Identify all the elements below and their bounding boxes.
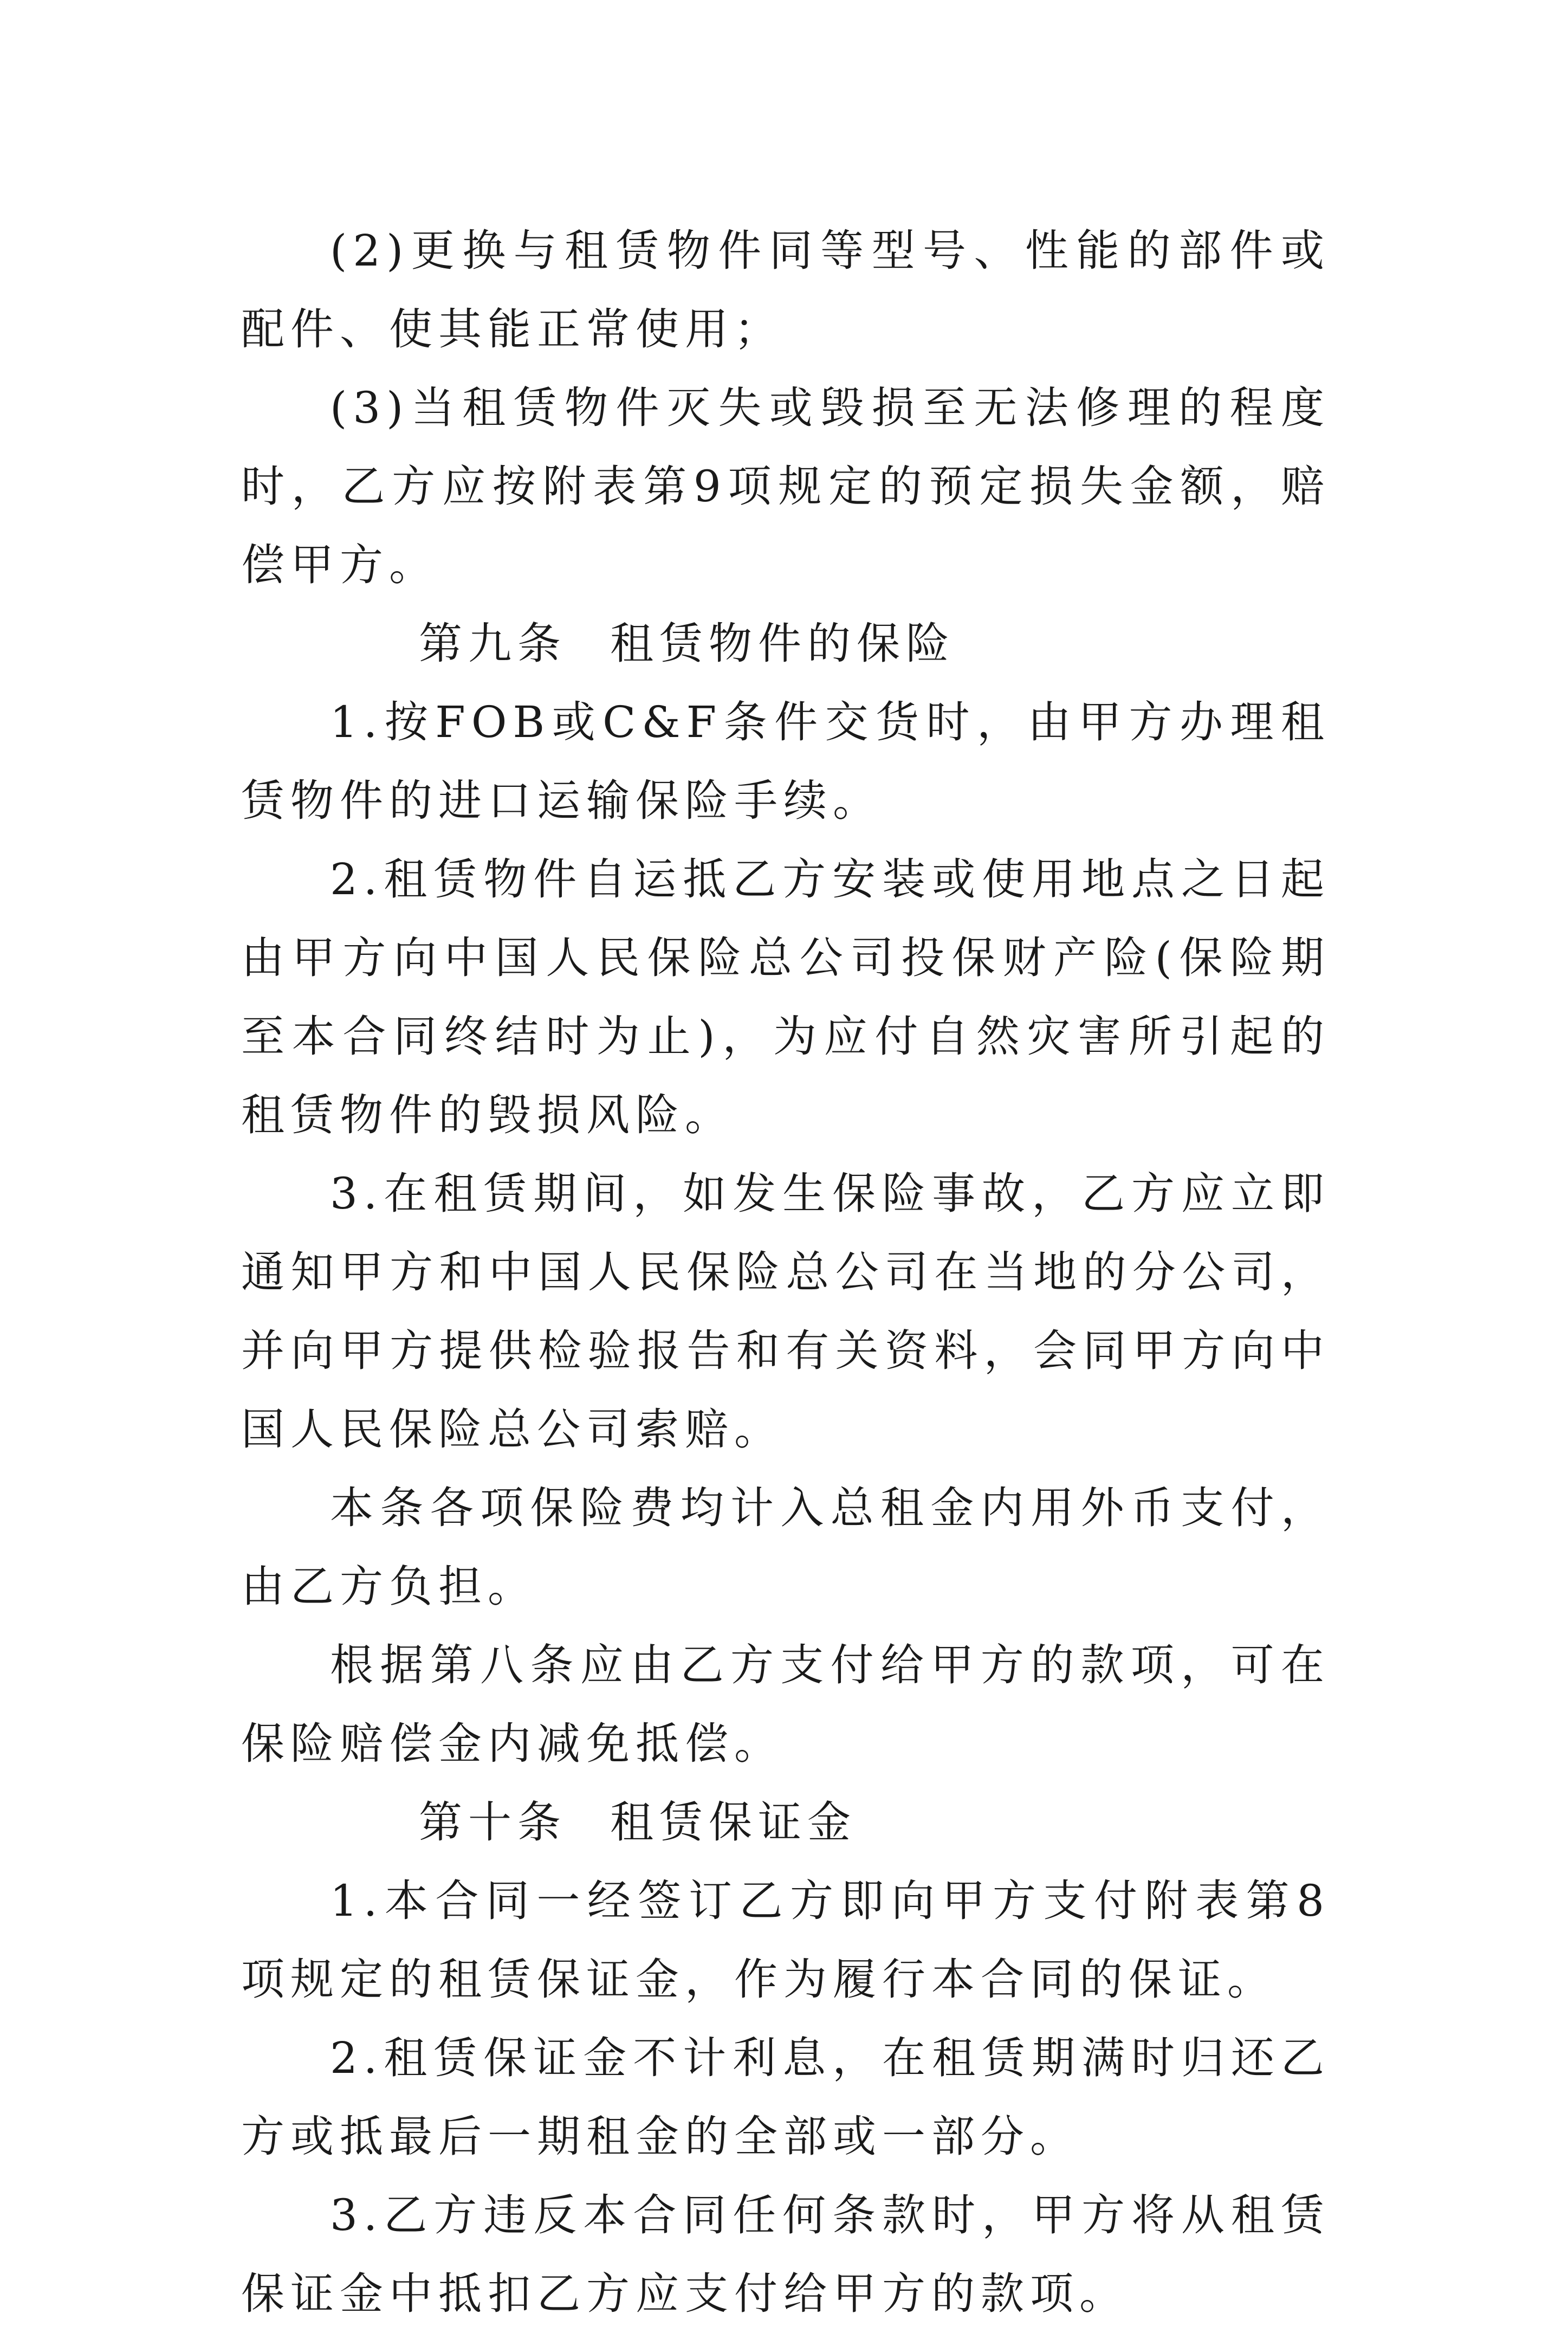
article-heading: [241, 604, 1330, 683]
article-heading: [241, 1783, 1330, 1862]
clause-paragraph: 3.乙方违反本合同任何条款时，甲方将从租赁保证金中抵扣乙方应支付给甲方的款项。: [241, 2190, 1330, 2319]
clause-paragraph: 2.租赁物件自运抵乙方安装或使用地点之日起由甲方向中国人民保险总公司投保财产险(保险期至本合同终结时为止)，为应付自然灾害所引起的租赁物件的毁损风险。: [241, 854, 1330, 1140]
clause-paragraph: 2.租赁保证金不计利息，在租赁期满时归还乙方或抵最后一期租金的全部或一部分。: [241, 2033, 1330, 2162]
clause-paragraph: 根据第八条应由乙方支付给甲方的款项，可在保险赔偿金内减免抵偿。: [241, 1640, 1330, 1769]
clause-paragraph: (2)更换与租赁物件同等型号、性能的部件或配件、使其能正常使用；: [241, 225, 1330, 354]
article-number: 第十条: [419, 1797, 567, 1847]
document-body: [241, 211, 1330, 2333]
clause-paragraph: (3)当租赁物件灭失或毁损至无法修理的程度时，乙方应按附表第9项规定的预定损失金额，赔偿甲方。: [241, 383, 1330, 590]
clause-paragraph: 1.按FOB或C&F条件交货时，由甲方办理租赁物件的进口运输保险手续。: [241, 697, 1330, 826]
clause-paragraph: 本条各项保险费均计入总租金内用外币支付，由乙方负担。: [241, 1483, 1330, 1612]
article-title: 租赁保证金: [610, 1797, 857, 1847]
article-title: 租赁物件的保险: [610, 618, 955, 669]
article-number: 第九条: [419, 618, 567, 669]
clause-paragraph: 1.本合同一经签订乙方即向甲方支付附表第8项规定的租赁保证金，作为履行本合同的保证。: [241, 1876, 1330, 2005]
clause-paragraph: 3.在租赁期间，如发生保险事故，乙方应立即通知甲方和中国人民保险总公司在当地的分公司，并向甲方提供检验报告和有关资料，会同甲方向中国人民保险总公司索赔。: [241, 1168, 1330, 1455]
